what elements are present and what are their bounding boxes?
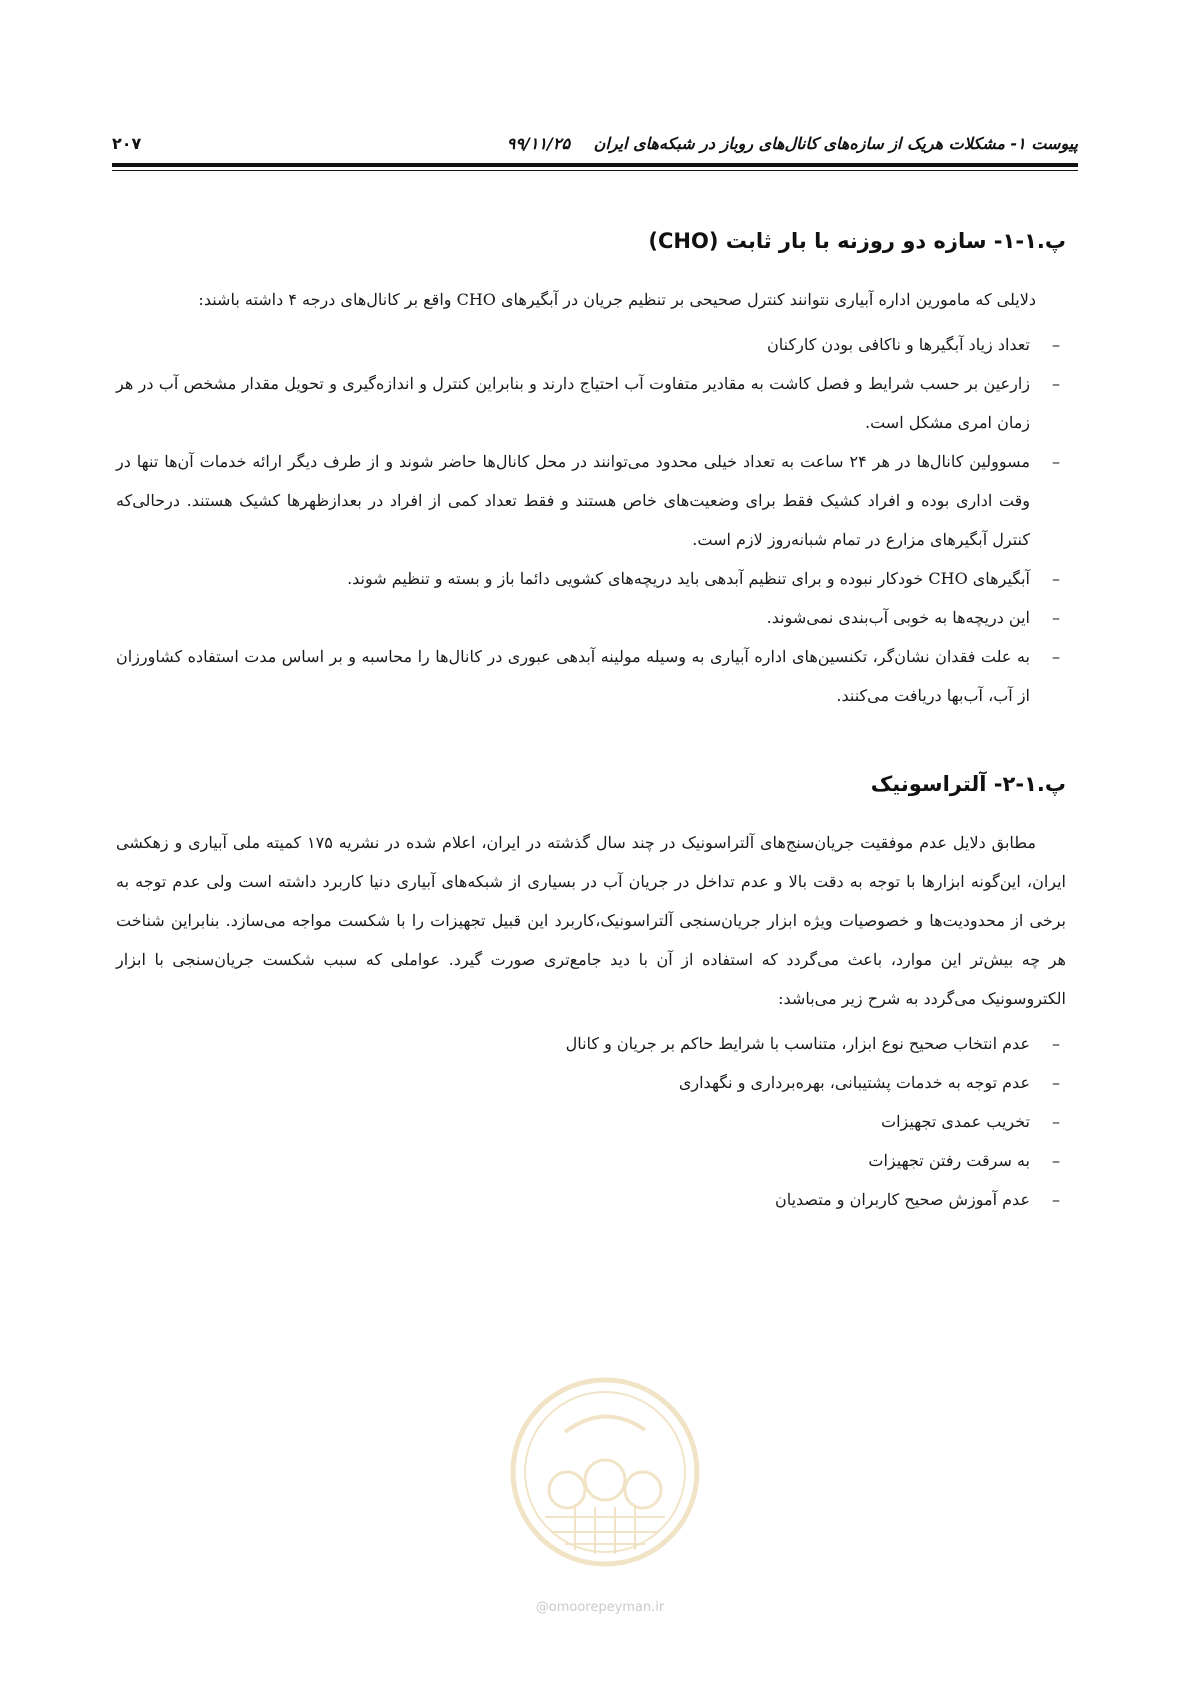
running-title (507, 134, 1078, 153)
list-item (116, 1063, 1060, 1102)
dash-bullet: – (1052, 647, 1060, 666)
header-rule-thick (112, 163, 1078, 167)
dash-bullet: – (1052, 374, 1060, 393)
list-item-text: این دریچه‌ها به خوبی آب‌بندی نمی‌شوند. (766, 608, 1030, 627)
dash-bullet: – (1052, 1073, 1060, 1092)
list-item-text: تعداد زیاد آبگیرها و ناکافی بودن کارکنان (767, 335, 1030, 354)
dash-bullet: – (1052, 1034, 1060, 1053)
list-item-text: عدم انتخاب صحیح نوع ابزار، متناسب با شرایط حاکم بر جریان و کانال (565, 1034, 1030, 1053)
list-item-text: آبگیرهای CHO خودکار نبوده و برای تنظیم آبدهی باید دریچه‌های کشویی دائما باز و بسته و تنظیم شوند. (347, 569, 1030, 588)
list-item-text: عدم توجه به خدمات پشتیبانی، بهره‌برداری و نگهداری (678, 1073, 1030, 1092)
list-item (116, 559, 1060, 598)
section-intro: مطابق دلایل عدم موفقیت جریان‌سنج‌های آلتراسونیک در چند سال گذشته در ایران، اعلام شده در نشریه ۱۷۵ کمیته ملی آبیاری و زهکشی ایران، این‌گونه ابزارها با توجه به دقت بالا و عدم تداخل در جریان آب در بسیاری از شبکه‌های آبیاری دنیا کاربرد داشته است ولی عدم توجه به برخی از محدودیت‌ها و خصوصیات ویژه ابزار جریان‌سنجی آلتراسونیک،کاربرد این قبیل تجهیزات را با شکست مواجه می‌سازد. بنابراین شناخت هر چه بیش‌تر این موارد، باعث می‌گردد که استفاده از آن با دید جامع‌تری صورت گیرد. عواملی که سبب شکست جریان‌سنجی با ابزار الکتروسونیک می‌گردد به شرح زیر می‌باشد: (116, 833, 1066, 1008)
section-heading: پ.۱-۱- سازه دو روزنه با بار ثابت (CHO) (648, 229, 1066, 253)
list-item-text: تخریب عمدی تجهیزات (881, 1112, 1030, 1131)
list-item (116, 364, 1060, 442)
bullet-list (116, 325, 1066, 715)
list-item (116, 325, 1060, 364)
bullet-list (116, 1024, 1066, 1219)
watermark-url: @omoorepeyman.ir (535, 1600, 665, 1615)
list-item-text: مسوولین کانال‌ها در هر ۲۴ ساعت به تعداد خیلی محدود می‌توانند در محل کانال‌ها حاضر شوند و از طرف دیگر ارائه خدمات آن‌ها تنها در وقت اداری بوده و افراد کشیک فقط برای وضعیت‌های خاص هستند و فقط تعداد کمی از افراد در بعدازظهرها کشیک هستند. درحالی‌که کنترل آبگیرهای مزارع در تمام شبانه‌روز لازم است. (116, 452, 1030, 549)
header-rule-thin (112, 170, 1078, 171)
list-item-text: زارعین بر حسب شرایط و فصل کاشت به مقادیر متفاوت آب احتیاج دارند و بنابراین کنترل و اندازه‌گیری و تحویل مقدار مشخص آب در هر زمان امری مشکل است. (116, 374, 1030, 432)
section-cho (116, 224, 1066, 715)
list-item-text: به سرقت رفتن تجهیزات (868, 1151, 1030, 1170)
list-item (116, 598, 1060, 637)
page-content (116, 200, 1066, 1219)
page-number: ۲۰۷ (112, 133, 142, 153)
dash-bullet: – (1052, 1112, 1060, 1131)
watermark-logo-icon (505, 1372, 705, 1572)
dash-bullet: – (1052, 569, 1060, 588)
list-item (116, 1141, 1060, 1180)
section-ultrasonic (116, 767, 1066, 1219)
list-item (116, 637, 1060, 715)
page-header (112, 128, 1078, 158)
list-item-text: به علت فقدان نشان‌گر، تکنسین‌های اداره آبیاری به وسیله مولینه آبدهی عبوری در کانال‌ها را محاسبه و بر اساس مدت استفاده کشاورزان از آب، آب‌بها دریافت می‌کنند. (116, 647, 1030, 705)
section-spacer (116, 715, 1066, 743)
list-item (116, 1180, 1060, 1219)
list-item-text: عدم آموزش صحیح کاربران و متصدیان (774, 1190, 1030, 1209)
dash-bullet: – (1052, 608, 1060, 627)
dash-bullet: – (1052, 1190, 1060, 1209)
section-intro: دلایلی که مامورین اداره آبیاری نتوانند کنترل صحیحی بر تنظیم جریان در آبگیرهای CHO واقع بر کانال‌های درجه ۴ داشته باشند: (198, 290, 1036, 309)
running-title-date: ۹۹/۱۱/۲۵ (506, 133, 571, 153)
list-item (116, 1024, 1060, 1063)
running-title-text: پیوست ۱- مشکلات هریک از سازه‌های کانال‌های روباز در شبکه‌های ایران (593, 133, 1078, 153)
list-item (116, 1102, 1060, 1141)
dash-bullet: – (1052, 1151, 1060, 1170)
section-heading: پ.۱-۲- آلتراسونیک (870, 772, 1066, 796)
dash-bullet: – (1052, 452, 1060, 471)
list-item (116, 442, 1060, 559)
dash-bullet: – (1052, 335, 1060, 354)
